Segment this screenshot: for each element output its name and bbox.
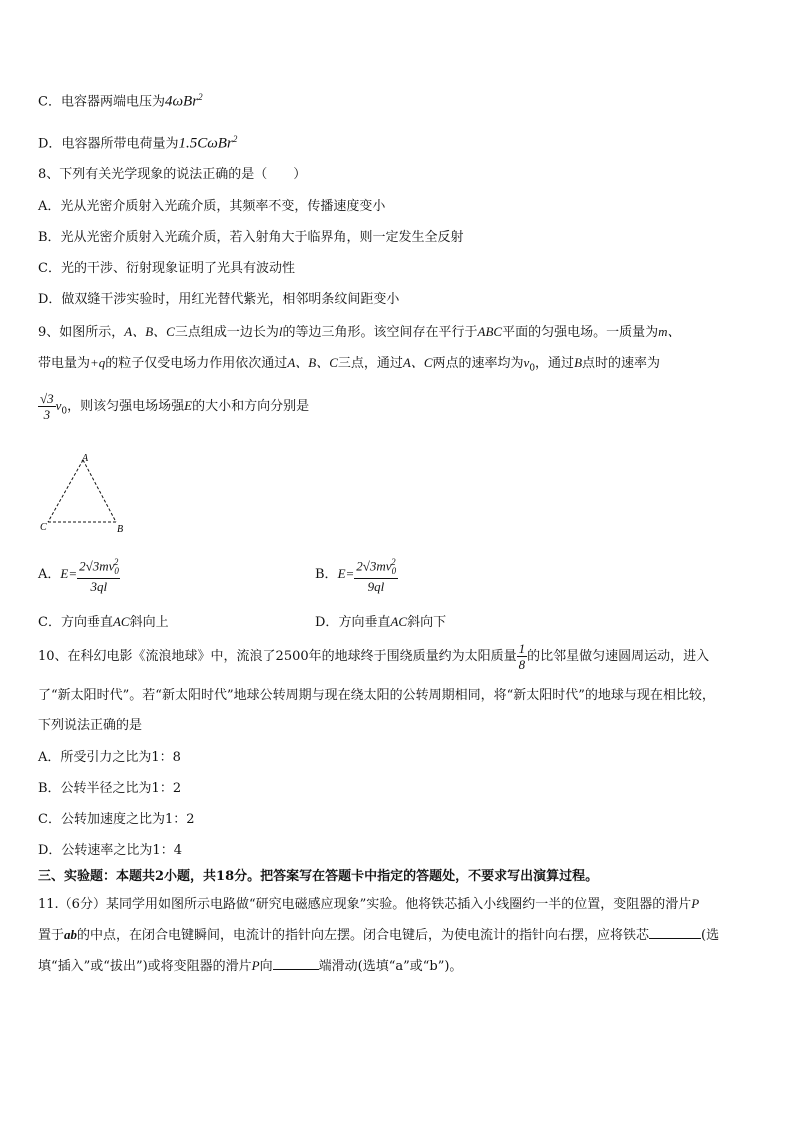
q8-option-c: C．光的干涉、衍射现象证明了光具有波动性 [38, 261, 295, 276]
vertex-c-label: C [40, 522, 47, 533]
q7-option-c-expr: 4ωBr [164, 93, 199, 110]
q8-stem: 8、下列有关光学现象的说法正确的是（ ） [38, 167, 307, 182]
q11-blank-2[interactable] [273, 957, 319, 970]
triangle-side-ab [83, 460, 116, 522]
q9-stem-line3: $\frac{√3}{3}$ $v_0$，则该匀强电场场强E的大小和方向分别是 [40, 391, 310, 422]
q11-line2: 置于ab的中点，在闭合电键瞬间，电流计的指针向左摆。闭合电键后，为使电流计的指针向右摆，应将铁芯 (选 [38, 927, 720, 943]
q9-option-d: D．方向垂直AC斜向下 [315, 614, 447, 630]
q10-option-d: D．公转速率之比为1：4 [38, 843, 182, 858]
q10-option-a: A．所受引力之比为1：8 [38, 750, 181, 765]
q8-option-b: B．光从光密介质射入光疏介质，若入射角大于临界角，则一定发生全反射 [38, 230, 464, 245]
q10-option-c: C．公转加速度之比为1：2 [38, 812, 195, 827]
q11-line3: 填“插入”或“拔出”)或将变阻器的滑片P向 端滑动(选填“a”或“b”)。 [38, 958, 463, 974]
vertex-a-label: A [82, 453, 89, 464]
q9-stem-line1: 9、如图所示，A、B、C三点组成一边长为l的等边三角形。该空间存在平行于ABC平面的匀强电场。一质量为m、 [38, 324, 681, 340]
q7-option-c-text: 电容器两端电压为 [60, 94, 165, 110]
q7-option-d-expr: 1.5CωBr [178, 135, 233, 152]
q11-line1: 11.（6分）某同学用如图所示电路做“研究电磁感应现象”实验。他将铁芯插入小线圈约一半的位置，变阻器的滑片P [38, 896, 700, 912]
q9-option-b: B．E= $\frac{2√3mv_0^2}{9ql}$ [315, 556, 397, 595]
q10-option-b: B．公转半径之比为1：2 [38, 781, 182, 796]
q9-option-c: C．方向垂直AC斜向上 [38, 614, 169, 630]
q10-stem-line3: 下列说法正确的是 [38, 718, 143, 733]
q9-speed-fraction: $\frac{√3}{3}$ [40, 391, 54, 422]
q9-option-a-fraction: $\frac{2√3mv_0^2}{3ql}$ [79, 556, 119, 595]
q9-stem-line2: 带电量为+q的粒子仅受电场力作用依次通过A、B、C三点，通过A、C两点的速率均为$v_0$，通过B点时的速率为 [38, 355, 661, 374]
q10-mass-fraction: $\frac{1}{8}$ [518, 641, 526, 672]
q9-option-a: A．E= $\frac{2√3mv_0^2}{3ql}$ [38, 556, 119, 595]
q7-option-c: C．电容器两端电压为4ωBr$^2$ [38, 92, 203, 110]
vertex-b-label: B [117, 524, 124, 535]
q8-option-a: A．光从光密介质射入光疏介质，其频率不变，传播速度变小 [38, 199, 386, 214]
q7-option-d: D．电容器所带电荷量为1.5CωBr$^2$ [38, 134, 238, 152]
q9-option-b-fraction: $\frac{2√3mv_0^2}{9ql}$ [356, 556, 397, 595]
q8-option-d: D．做双缝干涉实验时，用红光替代紫光，相邻明条纹间距变小 [38, 292, 400, 307]
q10-stem-line1: 10、在科幻电影《流浪地球》中，流浪了2500年的地球终于围绕质量约为太阳质量 $\frac{1}{8}$ 的比邻星做匀速圆周运动，进入 [38, 641, 710, 672]
q11-blank-1[interactable] [649, 926, 701, 939]
section-3-heading: 三、实验题：本题共2小题，共18分。把答案写在答题卡中指定的答题处，不要求写出演算过程。 [38, 869, 599, 884]
q9-triangle-figure [38, 452, 138, 538]
triangle-side-ac [48, 460, 83, 522]
q7-option-d-text: 电容器所带电荷量为 [61, 136, 179, 152]
q10-stem-line2: 了“新太阳时代”。若“新太阳时代”地球公转周期与现在绕太阳的公转周期相同，将“新太阳时代”的地球与现在相比较， [38, 688, 715, 703]
